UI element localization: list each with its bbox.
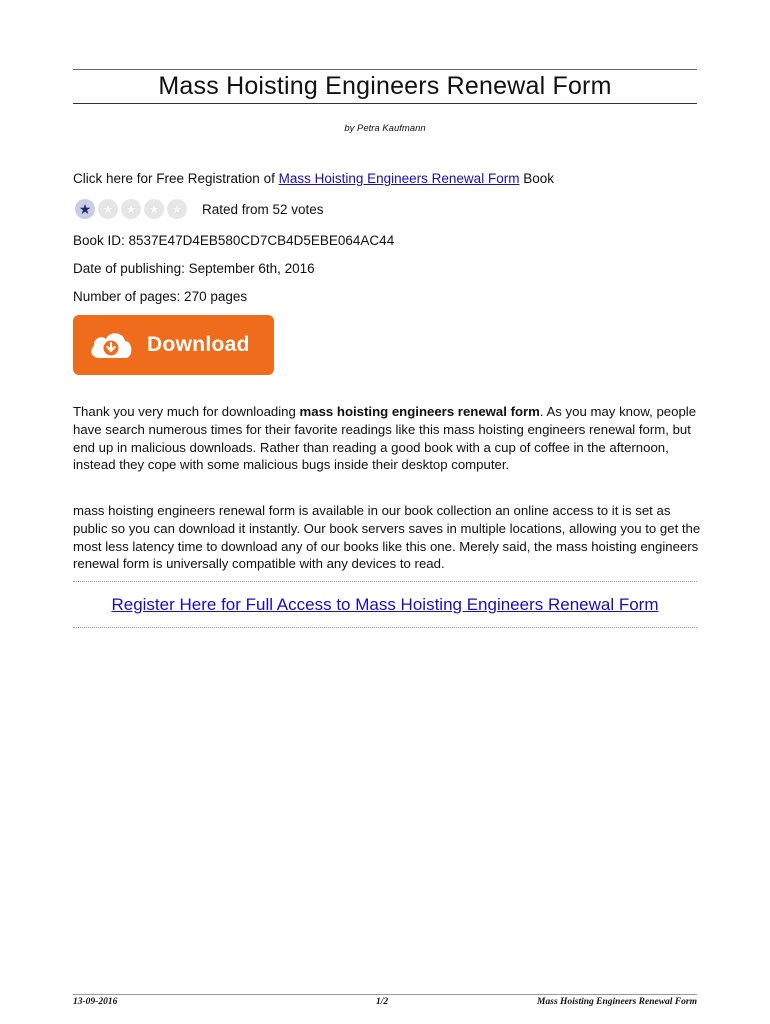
- download-button-label: Download: [147, 333, 250, 356]
- star-icon[interactable]: ★: [98, 199, 118, 219]
- page-count: Number of pages: 270 pages: [73, 289, 248, 304]
- intro-paragraph: [73, 403, 701, 474]
- availability-paragraph: mass hoisting engineers renewal form is available in our book collection an online access to it is set as public so you can download it instantly. Our book servers saves in multiple locations, allowing you to get the most less latency time to download any of our books like this one. Merely said, the mass hoisting engineers renewal form is universally compatible with any devices to read.: [73, 503, 701, 572]
- title-top-rule: [73, 69, 697, 70]
- intro-bold-title: mass hoisting engineers renewal form: [299, 404, 540, 419]
- dotted-divider-bottom: [73, 627, 697, 628]
- star-icon[interactable]: ★: [75, 199, 95, 219]
- registration-link[interactable]: Mass Hoisting Engineers Renewal Form: [278, 171, 520, 186]
- footer-title: Mass Hoisting Engineers Renewal Form: [537, 997, 697, 1007]
- registration-line: [73, 170, 554, 188]
- registration-suffix: Book: [523, 171, 554, 186]
- rating-text: Rated from 52 votes: [202, 202, 324, 217]
- intro-text-start: Thank you very much for downloading: [73, 404, 300, 419]
- cloud-download-icon: [87, 328, 135, 362]
- star-rating[interactable]: [75, 199, 187, 219]
- star-icon[interactable]: ★: [167, 199, 187, 219]
- dotted-divider-top: [73, 581, 697, 582]
- footer-rule: [73, 994, 697, 995]
- footer-page-number: 1/2: [376, 997, 389, 1007]
- title-bottom-rule: [73, 103, 697, 104]
- footer-date: 13-09-2016: [73, 997, 118, 1007]
- register-link[interactable]: Register Here for Full Access to Mass Hoisting Engineers Renewal Form: [111, 595, 659, 614]
- document-title: Mass Hoisting Engineers Renewal Form: [158, 72, 612, 100]
- star-icon[interactable]: ★: [121, 199, 141, 219]
- publish-date: Date of publishing: September 6th, 2016: [73, 261, 315, 276]
- download-button[interactable]: [73, 315, 274, 375]
- registration-prefix: Click here for Free Registration of: [73, 171, 275, 186]
- star-icon[interactable]: ★: [144, 199, 164, 219]
- author-byline: by Petra Kaufmann: [344, 123, 426, 134]
- book-id: Book ID: 8537E47D4EB580CD7CB4D5EBE064AC44: [73, 233, 395, 248]
- intro-text-end: . As you may know, people have search numerous times for their favorite readings like this mass hoisting engineers renewal form, but end up in malicious downloads. Rather than reading a good book with a cup of coffee in the afternoon, instead they cope with some malicious bugs inside their desktop computer.: [73, 404, 697, 473]
- register-link-container: [73, 595, 697, 615]
